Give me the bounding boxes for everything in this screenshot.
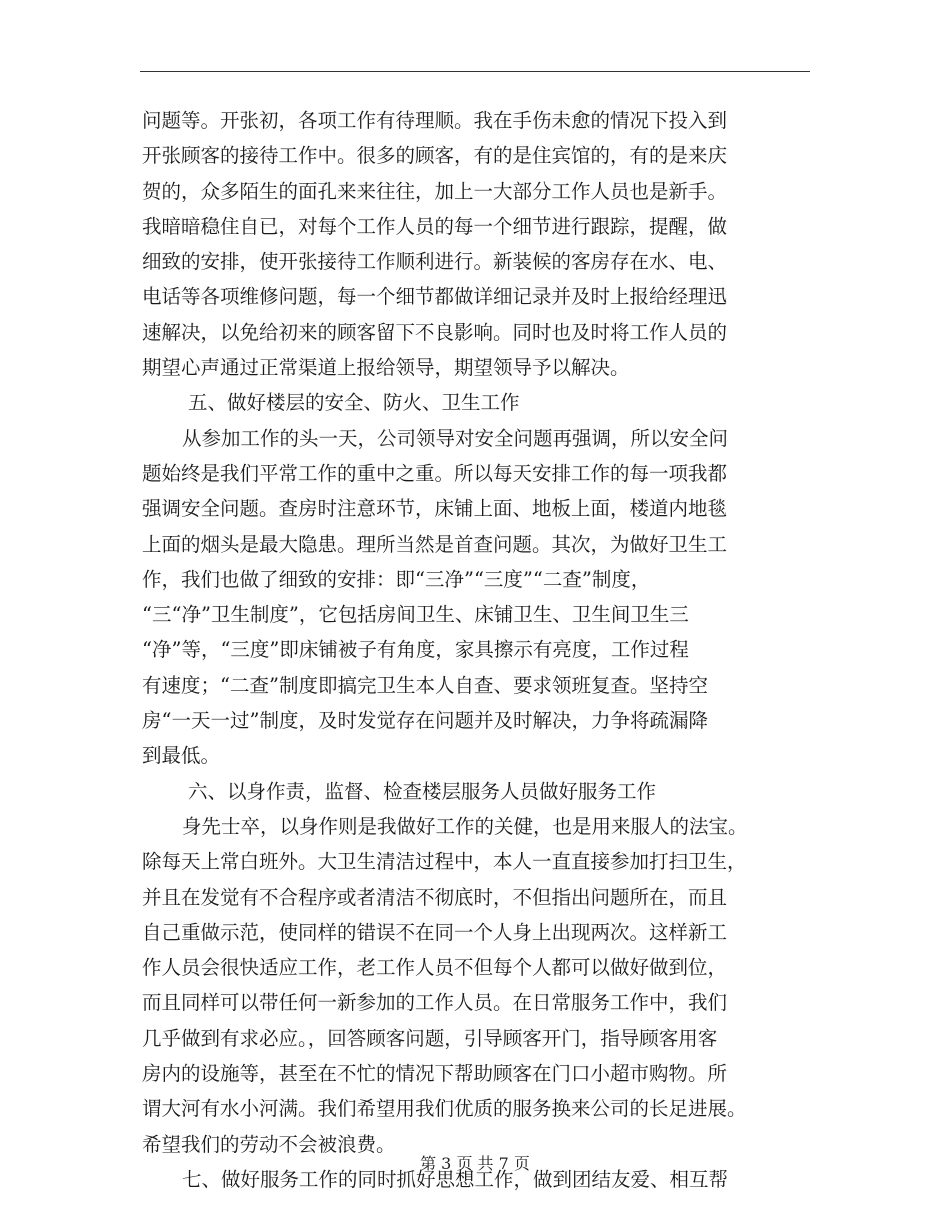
text-line: “三“净”卫生制度”，它包括房间卫生、床铺卫生、卫生间卫生三	[142, 603, 689, 627]
text-line: 身先士卒，以身作则是我做好工作的关健，也是用来服人的法宝。	[182, 814, 748, 838]
text-line: 强调安全问题。查房时注意环节，床铺上面、地板上面，楼道内地毯	[142, 497, 728, 521]
text-line: 开张顾客的接待工作中。很多的顾客，有的是住宾馆的，有的是来庆	[142, 144, 728, 168]
text-line: 到最低。	[142, 744, 221, 768]
text-line: 贺的，众多陌生的面孔来来往往，加上一大部分工作人员也是新手。	[142, 179, 728, 203]
text-line: 并且在发觉有不合程序或者清洁不彻底时，不但指出问题所在，而且	[142, 885, 728, 909]
header-rule	[140, 71, 810, 72]
text-line: 七、做好服务工作的同时抓好思想工作，做到团结友爱、相互帮	[182, 1167, 729, 1191]
text-line: 几乎做到有求必应。，回答顾客问题，引导顾客开门，指导顾客用客	[142, 1026, 718, 1050]
text-line: 上面的烟头是最大隐患。理所当然是首查问题。其次，为做好卫生工	[142, 532, 728, 556]
text-line: 问题等。开张初，各项工作有待理顺。我在手伤未愈的情况下投入到	[142, 109, 728, 132]
text-line: 房“一天一过”制度，及时发觉存在问题并及时解决，力争将疏漏降	[142, 709, 708, 733]
text-line: 谓大河有水小河满。我们希望用我们优质的服务换来公司的长足进展。	[142, 1097, 747, 1121]
text-line: 速解决，以免给初来的顾客留下不良影响。同时也及时将工作人员的	[142, 320, 728, 344]
text-line: 而且同样可以带任何一新参加的工作人员。在日常服务工作中，我们	[142, 991, 728, 1015]
text-line: 希望我们的劳动不会被浪费。	[142, 1132, 396, 1156]
section-heading: 五、做好楼层的安全、防火、卫生工作	[188, 391, 520, 415]
text-line: 电话等各项维修问题，每一个细节都做详细记录并及时上报给经理迅	[142, 285, 728, 309]
text-line: 细致的安排，使开张接待工作顺利进行。新装候的客房存在水、电、	[142, 250, 728, 274]
text-line: 从参加工作的头一天，公司领导对安全问题再强调，所以安全问	[182, 426, 729, 450]
text-line: 房内的设施等，甚至在不忙的情况下帮助顾客在门口小超市购物。所	[142, 1062, 728, 1086]
text-line: 作人员会很快适应工作，老工作人员不但每个人都可以做好做到位，	[142, 956, 728, 980]
text-line: 有速度；“二查”制度即搞完卫生本人自查、要求领班复查。坚持空	[142, 673, 708, 697]
text-line: 我暗暗稳住自已，对每个工作人员的每一个细节进行跟踪，提醒，做	[142, 214, 728, 238]
text-line: 除每天上常白班外。大卫生清洁过程中，本人一直直接参加打扫卫生，	[142, 850, 747, 874]
text-line: 期望心声通过正常渠道上报给领导，期望领导予以解决。	[142, 356, 630, 380]
section-heading: 六、以身作责，监督、检查楼层服务人员做好服务工作	[188, 779, 657, 803]
document-body	[142, 103, 810, 1197]
text-line: “净”等，“三度”即床铺被子有角度，家具擦示有亮度，工作过程	[142, 638, 689, 662]
text-line: 自己重做示范，使同样的错误不在同一个人身上出现两次。这样新工	[142, 920, 728, 944]
page-number: 第 3 页 共 7 页	[420, 1154, 530, 1173]
text-line: 题始终是我们平常工作的重中之重。所以每天安排工作的每一项我都	[142, 461, 728, 485]
text-line: 作，我们也做了细致的安排：即“三净”“三度”“二查”制度，	[142, 567, 651, 591]
